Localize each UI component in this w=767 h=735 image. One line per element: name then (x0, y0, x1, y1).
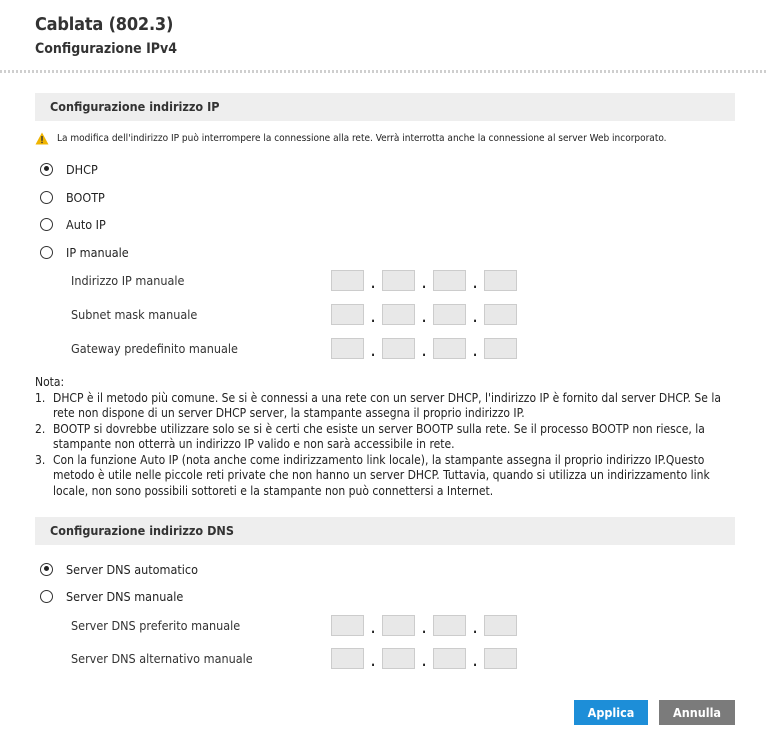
octet-input[interactable] (433, 270, 466, 291)
octet-input[interactable] (382, 648, 415, 669)
radio-dns-automatic-label: Server DNS automatico (66, 561, 198, 577)
octet-input[interactable] (382, 615, 415, 636)
radio-auto-ip-label: Auto IP (66, 216, 106, 232)
page-title: Cablata (802.3) (35, 14, 174, 35)
notes-heading: Nota: (35, 375, 65, 389)
note-number: 3. (35, 452, 46, 467)
dns-preferred-label: Server DNS preferito manuale (71, 618, 241, 633)
ip-separator: . (421, 276, 427, 291)
manual-subnet-mask-input (331, 304, 517, 325)
radio-dns-manual-button[interactable] (40, 590, 53, 603)
dns-preferred-input (331, 615, 517, 636)
radio-bootp[interactable] (40, 189, 105, 205)
ip-separator: . (370, 621, 376, 636)
manual-subnet-mask-label: Subnet mask manuale (71, 307, 198, 322)
ip-section-header: Configurazione indirizzo IP (35, 93, 735, 121)
radio-dhcp-button[interactable] (40, 163, 53, 176)
ip-separator: . (472, 310, 478, 325)
octet-input[interactable] (433, 648, 466, 669)
octet-input[interactable] (331, 304, 364, 325)
manual-gateway-input (331, 338, 517, 359)
ip-separator: . (472, 621, 478, 636)
ip-separator: . (370, 654, 376, 669)
radio-auto-ip-button[interactable] (40, 218, 53, 231)
notes-list (35, 391, 745, 500)
ip-separator: . (370, 310, 376, 325)
note-item (35, 453, 745, 500)
warning-triangle-icon (35, 132, 49, 145)
ip-separator: . (472, 654, 478, 669)
dns-alternate-input (331, 648, 517, 669)
manual-ip-address-label: Indirizzo IP manuale (71, 273, 185, 288)
note-item (35, 422, 745, 453)
ip-separator: . (472, 276, 478, 291)
radio-dns-manual-label: Server DNS manuale (66, 588, 184, 604)
radio-dns-automatic-button[interactable] (40, 563, 53, 576)
octet-input[interactable] (484, 615, 517, 636)
header-divider (0, 70, 767, 73)
note-item (35, 391, 745, 422)
octet-input[interactable] (433, 304, 466, 325)
ip-separator: . (421, 621, 427, 636)
octet-input[interactable] (382, 304, 415, 325)
octet-input[interactable] (382, 338, 415, 359)
radio-bootp-button[interactable] (40, 191, 53, 204)
octet-input[interactable] (331, 270, 364, 291)
note-text: BOOTP si dovrebbe utilizzare solo se si è certi che esiste un server BOOTP sulla rete. Se il processo BOOTP non riesce, la stampante non otterrà un indirizzo IP valido e non sarà accessibile in rete. (53, 421, 705, 451)
radio-dns-manual[interactable] (40, 588, 183, 604)
radio-manual-ip[interactable] (40, 244, 129, 260)
manual-gateway-label: Gateway predefinito manuale (71, 341, 238, 356)
dns-alternate-label: Server DNS alternativo manuale (71, 651, 253, 666)
ip-separator: . (370, 344, 376, 359)
octet-input[interactable] (331, 648, 364, 669)
ip-separator: . (370, 276, 376, 291)
octet-input[interactable] (382, 270, 415, 291)
octet-input[interactable] (331, 338, 364, 359)
octet-input[interactable] (433, 615, 466, 636)
note-text: Con la funzione Auto IP (nota anche come indirizzamento link locale), la stampante assegna il proprio indirizzo IP.Questo metodo è utile nelle piccole reti private che non hanno un server DHCP. Tuttavia, quando si utilizza un indirizzamento link locale, non sono possibili sottoreti e la stampante non può connettersi a Internet. (53, 452, 710, 498)
octet-input[interactable] (331, 615, 364, 636)
radio-dhcp[interactable] (40, 161, 98, 177)
octet-input[interactable] (484, 270, 517, 291)
ip-separator: . (421, 310, 427, 325)
apply-button[interactable]: Applica (574, 700, 648, 725)
cancel-button[interactable]: Annulla (659, 700, 735, 725)
dns-section-header: Configurazione indirizzo DNS (35, 517, 735, 545)
octet-input[interactable] (433, 338, 466, 359)
ip-separator: . (421, 654, 427, 669)
page-subtitle: Configurazione IPv4 (35, 41, 177, 57)
radio-manual-ip-button[interactable] (40, 246, 53, 259)
octet-input[interactable] (484, 338, 517, 359)
warning-text: La modifica dell'indirizzo IP può interrompere la connessione alla rete. Verrà interrotta anche la connessione al server Web incorporato. (57, 132, 667, 144)
manual-ip-address-input (331, 270, 517, 291)
notes-block (35, 375, 745, 499)
ip-separator: . (472, 344, 478, 359)
ip-separator: . (421, 344, 427, 359)
radio-bootp-label: BOOTP (66, 189, 105, 205)
note-text: DHCP è il metodo più comune. Se si è connessi a una rete con un server DHCP, l'indirizzo IP è fornito dal server DHCP. Se la rete non dispone di un server DHCP server, la stampante assegna il proprio indirizzo IP. (53, 390, 721, 420)
octet-input[interactable] (484, 304, 517, 325)
radio-dns-automatic[interactable] (40, 561, 198, 577)
radio-manual-ip-label: IP manuale (66, 244, 129, 260)
note-number: 2. (35, 421, 46, 436)
octet-input[interactable] (484, 648, 517, 669)
radio-auto-ip[interactable] (40, 216, 106, 232)
radio-dhcp-label: DHCP (66, 161, 98, 177)
warning-message (35, 130, 667, 146)
note-number: 1. (35, 390, 46, 405)
